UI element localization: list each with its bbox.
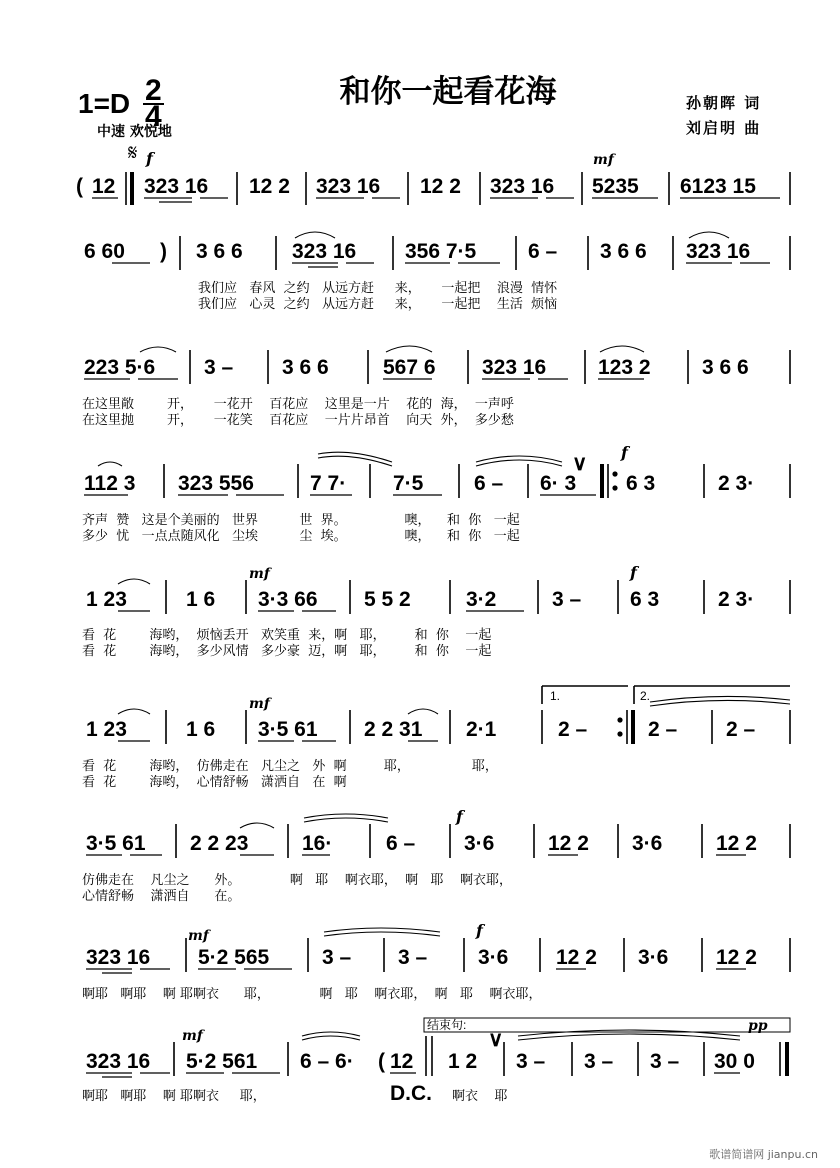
slur	[650, 696, 790, 702]
lyrics-verse-2: 在这里抛 开， 一花笑 百花应 一片片昂首 向天 外， 多少愁	[82, 413, 514, 428]
row-9	[82, 1017, 790, 1105]
key-signature: 1=D	[78, 88, 131, 119]
slur	[324, 932, 440, 936]
measure: 323 16	[86, 1050, 151, 1073]
repeat-dot	[612, 471, 617, 476]
measure: 3·6	[478, 946, 509, 969]
measure: 2 –	[558, 718, 588, 741]
lyrics-verse-1: 啊耶 啊耶 啊 耶啊衣 耶，	[82, 1089, 266, 1104]
lyrics-verse-1: 啊耶 啊耶 啊 耶啊衣 耶， 啊 耶 啊衣耶， 啊 耶 啊衣耶，	[82, 987, 542, 1002]
measure: 3 –	[552, 588, 582, 611]
slur	[518, 1034, 740, 1040]
slur	[650, 700, 790, 706]
slur	[689, 232, 729, 238]
dynamic-mf: mf	[249, 566, 270, 582]
measure: 3 6 6	[600, 240, 647, 263]
measure: 2 –	[648, 718, 678, 741]
measure: 12 2	[556, 946, 597, 969]
repeat-dot	[617, 731, 622, 736]
measure: 223 5·6	[84, 356, 156, 379]
slur	[304, 818, 388, 822]
measure: 6 3	[630, 588, 660, 611]
dynamic-f: f	[456, 807, 463, 826]
measure: 1 2	[448, 1050, 478, 1073]
measure: 12	[92, 175, 116, 198]
dynamic-mf: mf	[188, 928, 209, 944]
open-paren: (	[378, 1050, 385, 1073]
slur	[476, 456, 562, 462]
measure: 3 –	[322, 946, 352, 969]
measure: 3 –	[650, 1050, 680, 1073]
da-capo-marking: D.C.	[390, 1082, 432, 1105]
measure: 567 6	[383, 356, 436, 379]
dynamic-mf: mf	[593, 152, 614, 168]
measure: 356 7·5	[405, 240, 477, 263]
measure: 6 3	[626, 472, 656, 495]
breath-mark: ∨	[488, 1028, 504, 1051]
measure: 7 7·	[310, 472, 347, 495]
slur	[304, 814, 388, 818]
lyrics-verse-2: 多少 忧 一点点随风化 尘埃 尘 埃。 噢， 和 你 一起	[82, 529, 520, 544]
measure: 12	[390, 1050, 414, 1073]
measure: 2 –	[726, 718, 756, 741]
measure: 1 23	[86, 718, 127, 741]
measure: 5·2 565	[198, 946, 270, 969]
repeat-dot	[617, 717, 622, 722]
composer-credit: 刘启明 曲	[686, 119, 762, 137]
lyrics-verse-1: 仿佛走在 凡尘之 外。 啊 耶 啊衣耶， 啊 耶 啊衣耶，	[82, 873, 513, 888]
row-8	[82, 921, 790, 1002]
lyricist-credit: 孙朝晖 词	[686, 94, 762, 112]
dynamic-mf: mf	[249, 696, 270, 712]
measure: 2 2 23	[190, 832, 249, 855]
row-7	[82, 807, 790, 904]
measure: 6 –	[528, 240, 558, 263]
slur	[98, 462, 122, 466]
measure: 1 6	[186, 588, 216, 611]
measure: 12 2	[716, 832, 757, 855]
breath-mark: ∨	[572, 452, 588, 475]
measure: 12 2	[548, 832, 589, 855]
measure: 123 2	[598, 356, 651, 379]
slur	[408, 709, 438, 714]
slur	[324, 928, 440, 932]
measure: 5 5 2	[364, 588, 411, 611]
slur	[118, 579, 150, 584]
dynamic-f: f	[146, 149, 153, 168]
measure: 323 16	[292, 240, 357, 263]
tempo-marking: 中速 欢悦地	[97, 124, 172, 140]
lyrics-verse-2: 我们应 心灵 之约 从远方赶 来， 一起把 生活 烦恼	[198, 297, 558, 312]
slur	[386, 346, 432, 352]
measure: 3·3 66	[258, 588, 318, 611]
slur	[476, 460, 562, 466]
ending-label: 结束句:	[427, 1018, 467, 1032]
row-3	[82, 346, 790, 428]
row-4	[82, 443, 790, 544]
slur	[295, 232, 335, 238]
slur	[302, 1032, 360, 1036]
lyrics-verse-2: 看 花 海哟， 多少风情 多少豪 迈，啊 耶， 和 你 一起	[82, 644, 492, 659]
measure: 3 –	[204, 356, 234, 379]
measure: 2 2 31	[364, 718, 423, 741]
measure: 12 2	[716, 946, 757, 969]
measure: 3·5 61	[86, 832, 146, 855]
measure: 3·6	[638, 946, 669, 969]
slur	[140, 347, 176, 352]
measure: 6· 3	[540, 472, 577, 495]
lyrics-verse-1: 看 花 海哟， 烦恼丢开 欢笑重 来，啊 耶， 和 你 一起	[82, 628, 492, 643]
lyrics-verse-1: 看 花 海哟， 仿佛走在 凡尘之 外 啊 耶， 耶，	[82, 759, 498, 774]
measure: 323 16	[86, 946, 151, 969]
measure: 2·1	[466, 718, 497, 741]
dynamic-f: f	[476, 921, 483, 940]
lyrics-verse-1: 在这里敞 开， 一花开 百花应 这里是一片 花的 海， 一声呼	[82, 397, 514, 412]
watermark-text: 歌谱简谱网 jianpu.cn	[709, 1148, 818, 1161]
measure: 3 –	[516, 1050, 546, 1073]
measure: 3 6 6	[702, 356, 749, 379]
measure: 323 16	[316, 175, 381, 198]
row-5	[82, 563, 790, 659]
measure: 3·6	[464, 832, 495, 855]
measure: 16·	[302, 832, 333, 855]
slur	[240, 823, 274, 828]
row-1	[76, 141, 790, 205]
open-paren: (	[76, 175, 83, 198]
measure: 5235	[592, 175, 639, 198]
close-paren: )	[160, 240, 167, 263]
measure: 3 6 6	[282, 356, 329, 379]
slur	[518, 1030, 740, 1036]
measure: 3 –	[398, 946, 428, 969]
measure: 6123 15	[680, 175, 756, 198]
lyrics-verse-2: 看 花 海哟， 心情舒畅 潇洒自 在 啊	[82, 775, 347, 790]
slur	[118, 709, 150, 714]
slur	[302, 1036, 360, 1040]
measure: 112 3	[84, 472, 136, 495]
dynamic-mf: mf	[182, 1028, 203, 1044]
measure: 3 6 6	[196, 240, 243, 263]
measure: 12 2	[420, 175, 461, 198]
volta-2-label: 2.	[640, 689, 651, 703]
measure: 6 – 6·	[300, 1050, 354, 1073]
measure: 6 –	[474, 472, 504, 495]
measure: 3 –	[584, 1050, 614, 1073]
measure: 3·2	[466, 588, 497, 611]
segno-icon: 𝄋	[128, 141, 138, 166]
dynamic-f: f	[630, 563, 637, 582]
measure: 323 16	[490, 175, 555, 198]
measure: 323 16	[482, 356, 547, 379]
measure: 323 16	[144, 175, 209, 198]
measure: 30 0	[714, 1050, 755, 1073]
slur	[318, 456, 392, 466]
meter-bottom: 4	[145, 100, 162, 133]
lyrics-verse-2: 心情舒畅 潇洒自 在。	[82, 889, 241, 904]
meter-top: 2	[145, 74, 162, 107]
dynamic-f: f	[621, 443, 628, 462]
measure: 1 23	[86, 588, 127, 611]
slur	[600, 346, 644, 352]
measure: 12 2	[249, 175, 290, 198]
lyrics-verse-1: 我们应 春风 之约 从远方赶 来， 一起把 浪漫 情怀	[198, 281, 558, 296]
measure: 323 16	[686, 240, 751, 263]
measure: 2 3·	[718, 588, 755, 611]
measure: 3·6	[632, 832, 663, 855]
volta-1-label: 1.	[550, 689, 561, 703]
dynamic-pp: pp	[748, 1018, 768, 1034]
measure: 5·2 561	[186, 1050, 258, 1073]
measure: 323 556	[178, 472, 254, 495]
measure: 6 60	[84, 240, 125, 263]
measure: 7·5	[393, 472, 424, 495]
row-6	[82, 686, 790, 790]
measure: 6 –	[386, 832, 416, 855]
row-2	[84, 232, 790, 312]
measure: 3·5 61	[258, 718, 318, 741]
lyrics-verse-1: 齐声 赞 这是个美丽的 世界 世 界。 噢， 和 你 一起	[82, 513, 520, 528]
measure: 1 6	[186, 718, 216, 741]
repeat-dot	[612, 485, 617, 490]
measure: 2 3·	[718, 472, 755, 495]
lyrics-ending: 啊衣 耶	[452, 1089, 508, 1104]
song-title: 和你一起看花海	[339, 74, 557, 110]
